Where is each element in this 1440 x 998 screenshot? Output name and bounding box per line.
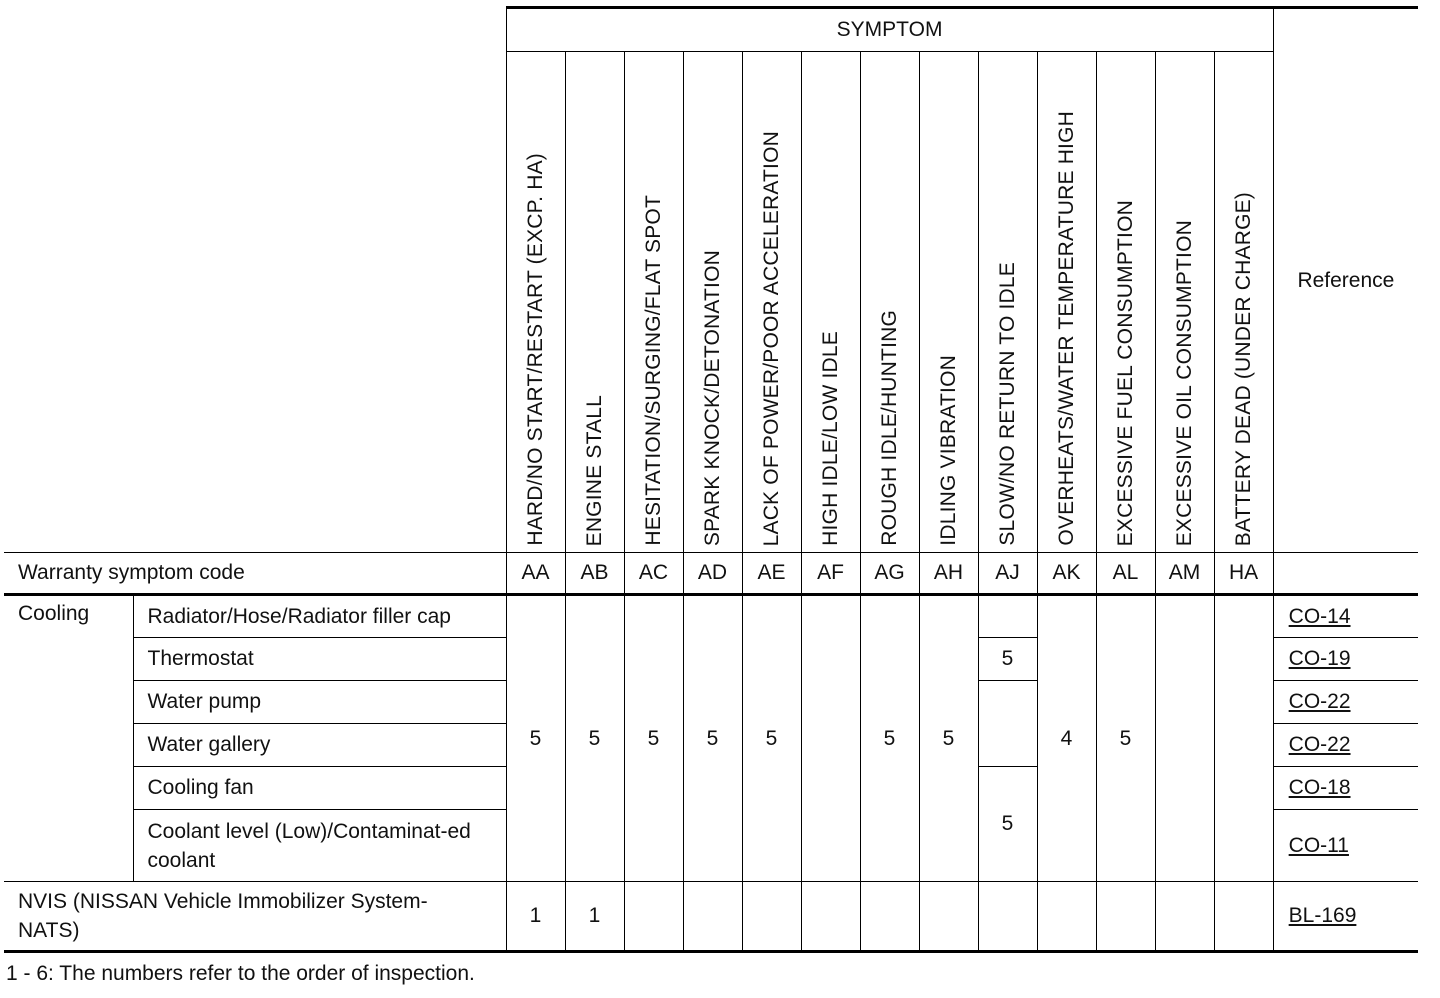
nvis-value-ha (1214, 882, 1273, 952)
symptom-header-ab: ENGINE STALL (565, 52, 624, 553)
cooling-value-am (1155, 595, 1214, 882)
cooling-value-ag: 5 (860, 595, 919, 882)
symptom-title: SYMPTOM (506, 8, 1273, 52)
nvis-label: NVIS (NISSAN Vehicle Immobilizer System-NATS) (4, 882, 506, 952)
symptom-header-am: EXCESSIVE OIL CONSUMPTION (1155, 52, 1214, 553)
symptom-header-al: EXCESSIVE FUEL CONSUMPTION (1096, 52, 1155, 553)
cooling-group-label: Cooling (4, 595, 133, 882)
symptom-header-ac: HESITATION/SURGING/FLAT SPOT (624, 52, 683, 553)
footnote: 1 - 6: The numbers refer to the order of inspection. (6, 962, 475, 985)
code-ad: AD (683, 553, 742, 595)
symptom-header-ae: LACK OF POWER/POOR ACCELERATION (742, 52, 801, 553)
code-ag: AG (860, 553, 919, 595)
cooling-value-aj-coolant: 5 (978, 767, 1037, 882)
warranty-label: Warranty symptom code (4, 553, 506, 595)
cooling-value-al: 5 (1096, 595, 1155, 882)
nvis-value-al (1096, 882, 1155, 952)
nvis-value-ag (860, 882, 919, 952)
symptom-header-aa: HARD/NO START/RESTART (EXCP. HA) (506, 52, 565, 553)
cooling-value-ac: 5 (624, 595, 683, 882)
ref-link-co-22-pump[interactable]: CO-22 (1273, 681, 1418, 724)
symptom-header-aj: SLOW/NO RETURN TO IDLE (978, 52, 1037, 553)
reference-header: Reference (1273, 8, 1418, 553)
cooling-item-radiator: Radiator/Hose/Radiator filler cap (133, 595, 506, 638)
ref-link-co-11[interactable]: CO-11 (1273, 810, 1418, 882)
code-al: AL (1096, 553, 1155, 595)
symptom-header-ah: IDLING VIBRATION (919, 52, 978, 553)
code-af: AF (801, 553, 860, 595)
nvis-value-ac (624, 882, 683, 952)
ref-link-bl-169[interactable]: BL-169 (1273, 882, 1418, 952)
nvis-value-ah (919, 882, 978, 952)
cooling-value-aj-radiator (978, 595, 1037, 638)
code-ha: HA (1214, 553, 1273, 595)
cooling-value-ha (1214, 595, 1273, 882)
cooling-value-ae: 5 (742, 595, 801, 882)
ref-link-co-19[interactable]: CO-19 (1273, 638, 1418, 681)
code-ae: AE (742, 553, 801, 595)
nvis-value-aa: 1 (506, 882, 565, 952)
symptom-header-ha: BATTERY DEAD (UNDER CHARGE) (1214, 52, 1273, 553)
ref-link-co-22-gallery[interactable]: CO-22 (1273, 724, 1418, 767)
cooling-value-ad: 5 (683, 595, 742, 882)
diagnosis-table-container (4, 6, 1418, 953)
cooling-value-ab: 5 (565, 595, 624, 882)
nvis-value-af (801, 882, 860, 952)
ref-link-co-18[interactable]: CO-18 (1273, 767, 1418, 810)
nvis-value-ab: 1 (565, 882, 624, 952)
nvis-value-aj (978, 882, 1037, 952)
cooling-value-af (801, 595, 860, 882)
code-aa: AA (506, 553, 565, 595)
nvis-value-ae (742, 882, 801, 952)
code-ab: AB (565, 553, 624, 595)
symptom-table (4, 6, 1418, 953)
code-am: AM (1155, 553, 1214, 595)
nvis-value-am (1155, 882, 1214, 952)
cooling-value-ah: 5 (919, 595, 978, 882)
blank-corner (4, 8, 506, 553)
symptom-header-af: HIGH IDLE/LOW IDLE (801, 52, 860, 553)
blank-reference-cell (1273, 553, 1418, 595)
ref-link-co-14[interactable]: CO-14 (1273, 595, 1418, 638)
symptom-header-ag: ROUGH IDLE/HUNTING (860, 52, 919, 553)
code-ah: AH (919, 553, 978, 595)
cooling-value-aj-water (978, 681, 1037, 767)
symptom-header-ad: SPARK KNOCK/DETONATION (683, 52, 742, 553)
cooling-value-ak: 4 (1037, 595, 1096, 882)
nvis-value-ad (683, 882, 742, 952)
cooling-item-water-gallery: Water gallery (133, 724, 506, 767)
cooling-item-coolant-level: Coolant level (Low)/Contaminat-ed coolant (133, 810, 506, 882)
nvis-value-ak (1037, 882, 1096, 952)
cooling-item-fan: Cooling fan (133, 767, 506, 810)
cooling-item-thermostat: Thermostat (133, 638, 506, 681)
symptom-header-ak: OVERHEATS/WATER TEMPERATURE HIGH (1037, 52, 1096, 553)
cooling-item-water-pump: Water pump (133, 681, 506, 724)
code-aj: AJ (978, 553, 1037, 595)
code-ac: AC (624, 553, 683, 595)
cooling-value-aa: 5 (506, 595, 565, 882)
cooling-value-aj-thermostat: 5 (978, 638, 1037, 681)
code-ak: AK (1037, 553, 1096, 595)
